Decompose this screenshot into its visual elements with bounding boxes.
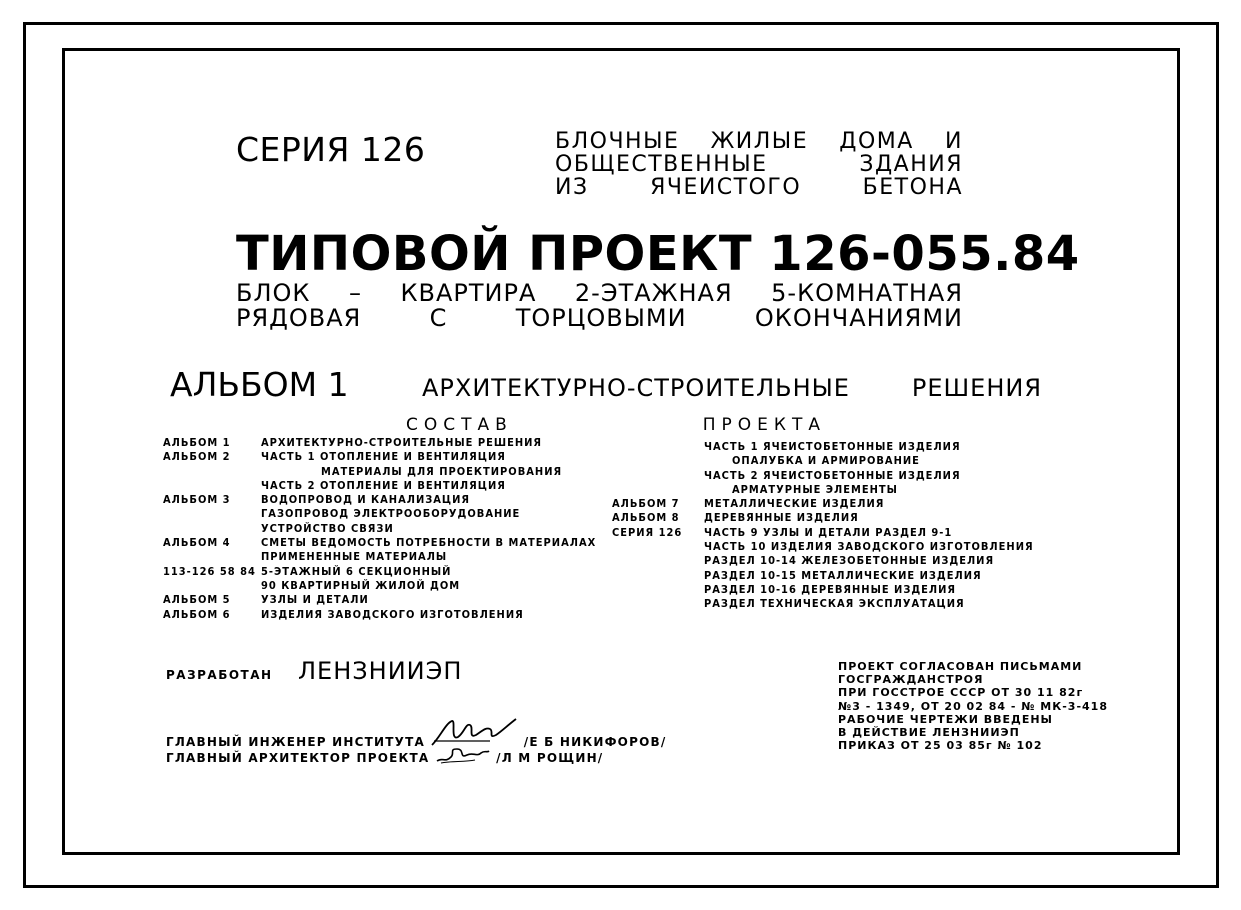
list-item-label xyxy=(612,540,704,554)
chief-architect-label: ГЛАВНЫЙ АРХИТЕКТОР ПРОЕКТА xyxy=(166,751,430,765)
list-item xyxy=(163,579,603,593)
list-item-label xyxy=(612,554,704,568)
list-item-text: МАТЕРИАЛЫ ДЛЯ ПРОЕКТИРОВАНИЯ xyxy=(321,464,563,478)
chief-engineer-name: /Е Б НИКИФОРОВ/ xyxy=(523,735,667,749)
list-item-text: ВОДОПРОВОД И КАНАЛИЗАЦИЯ xyxy=(261,493,471,507)
list-item-label: АЛЬБОМ 6 xyxy=(163,607,231,621)
list-item-text: 90 КВАРТИРНЫЙ ЖИЛОЙ ДОМ xyxy=(261,578,461,592)
series-subtitle-line: БЛОЧНЫЕ ЖИЛЫЕ ДОМА И xyxy=(555,129,963,154)
list-item-label: СЕРИЯ 126 xyxy=(612,525,683,539)
approval-line: В ДЕЙСТВИЕ ЛЕНЗНИИЭП xyxy=(838,726,1020,740)
list-item-label xyxy=(612,454,704,468)
approval-line: ПРИ ГОССТРОЕ СССР ОТ 30 11 82г xyxy=(838,686,1084,700)
list-item-label: АЛЬБОМ 2 xyxy=(163,450,231,464)
approval-line: ПРИКАЗ ОТ 25 03 85г № 102 xyxy=(838,739,1043,753)
list-item-label xyxy=(163,507,261,521)
list-item-text: УСТРОЙСТВО СВЯЗИ xyxy=(261,521,394,535)
list-item-text: РАЗДЕЛ ТЕХНИЧЕСКАЯ ЭКСПЛУАТАЦИЯ xyxy=(704,597,965,611)
list-item xyxy=(612,597,1082,611)
list-item xyxy=(163,479,603,493)
approval-line: ГОСГРАЖДАНСТРОЯ xyxy=(838,673,984,687)
list-item xyxy=(163,608,603,622)
list-item xyxy=(163,507,603,521)
list-item xyxy=(163,436,603,450)
list-item xyxy=(163,593,603,607)
list-item-text: ЧАСТЬ 1 ОТОПЛЕНИЕ И ВЕНТИЛЯЦИЯ xyxy=(261,450,506,464)
project-subtitle xyxy=(236,281,963,331)
list-item xyxy=(612,569,1082,583)
approval-line: ПРОЕКТ СОГЛАСОВАН ПИСЬМАМИ xyxy=(838,660,1083,673)
list-item-label xyxy=(163,579,261,593)
list-item-text: ЧАСТЬ 2 ОТОПЛЕНИЕ И ВЕНТИЛЯЦИЯ xyxy=(261,478,506,492)
list-item-text: УЗЛЫ И ДЕТАЛИ xyxy=(261,593,369,607)
list-item xyxy=(612,511,1082,525)
list-item-label: 113-126 58 84 xyxy=(163,564,256,578)
list-item-text: ЧАСТЬ 10 ИЗДЕЛИЯ ЗАВОДСКОГО ИЗГОТОВЛЕНИЯ xyxy=(704,540,1034,554)
list-item xyxy=(612,497,1082,511)
list-item-label: АЛЬБОМ 5 xyxy=(163,593,231,607)
album-description: АРХИТЕКТУРНО-СТРОИТЕЛЬНЫЕ РЕШЕНИЯ xyxy=(422,374,1042,402)
list-item xyxy=(163,465,603,479)
list-item xyxy=(163,493,603,507)
list-item xyxy=(612,440,1082,454)
list-item-label xyxy=(612,469,704,483)
list-item-label: АЛЬБОМ 3 xyxy=(163,493,231,507)
chief-engineer-label: ГЛАВНЫЙ ИНЖЕНЕР ИНСТИТУТА xyxy=(166,735,425,749)
list-item-text: ДЕРЕВЯННЫЕ ИЗДЕЛИЯ xyxy=(704,511,859,525)
list-item xyxy=(612,469,1082,483)
list-item-text: РАЗДЕЛ 10-16 ДЕРЕВЯННЫЕ ИЗДЕЛИЯ xyxy=(704,582,957,596)
list-item-label: АЛЬБОМ 4 xyxy=(163,536,231,550)
list-item-text: МЕТАЛЛИЧЕСКИЕ ИЗДЕЛИЯ xyxy=(704,497,885,511)
list-item-label xyxy=(163,522,261,536)
approval-line: №3 - 1349, ОТ 20 02 84 - № МК-3-418 xyxy=(838,699,1108,713)
composition-heading: СОСТАВ ПРОЕКТА xyxy=(406,415,826,435)
approval-line: РАБОЧИЕ ЧЕРТЕЖИ ВВЕДЕНЫ xyxy=(838,712,1053,726)
list-item-text: РАЗДЕЛ 10-15 МЕТАЛЛИЧЕСКИЕ ИЗДЕЛИЯ xyxy=(704,568,982,582)
project-subtitle-line: РЯДОВАЯ С ТОРЦОВЫМИ ОКОНЧАНИЯМИ xyxy=(236,304,963,332)
list-item xyxy=(612,583,1082,597)
list-item-text: ЧАСТЬ 2 ЯЧЕИСТОБЕТОННЫЕ ИЗДЕЛИЯ xyxy=(704,468,961,482)
list-item xyxy=(163,536,603,550)
developer-org: ЛЕНЗНИИЭП xyxy=(298,657,463,685)
list-item-text: АРХИТЕКТУРНО-СТРОИТЕЛЬНЫЕ РЕШЕНИЯ xyxy=(261,436,543,449)
list-item-text: 5-ЭТАЖНЫЙ 6 СЕКЦИОННЫЙ xyxy=(261,564,452,578)
project-title: ТИПОВОЙ ПРОЕКТ 126-055.84 xyxy=(236,226,1080,282)
list-item-label xyxy=(163,465,261,479)
series-subtitle-line: ИЗ ЯЧЕИСТОГО БЕТОНА xyxy=(555,175,963,200)
developer-label: РАЗРАБОТАН xyxy=(166,668,273,682)
chief-architect-line xyxy=(166,743,603,765)
series-subtitle xyxy=(555,130,963,199)
list-item-label: АЛЬБОМ 1 xyxy=(163,436,231,449)
list-item-text: ГАЗОПРОВОД ЭЛЕКТРООБОРУДОВАНИЕ xyxy=(261,507,521,521)
composition-list-left xyxy=(163,436,603,622)
list-item xyxy=(163,522,603,536)
list-item-text: РАЗДЕЛ 10-14 ЖЕЛЕЗОБЕТОННЫЕ ИЗДЕЛИЯ xyxy=(704,554,995,568)
list-item-label xyxy=(612,569,704,583)
album-title: АЛЬБОМ 1 xyxy=(170,365,349,404)
list-item-text: ИЗДЕЛИЯ ЗАВОДСКОГО ИЗГОТОВЛЕНИЯ xyxy=(261,607,524,621)
project-subtitle-line: БЛОК – КВАРТИРА 2-ЭТАЖНАЯ 5-КОМНАТНАЯ xyxy=(236,279,963,307)
list-item-text: ЧАСТЬ 9 УЗЛЫ И ДЕТАЛИ РАЗДЕЛ 9-1 xyxy=(704,525,953,539)
approval-note xyxy=(838,660,1108,752)
list-item xyxy=(612,554,1082,568)
list-item-label xyxy=(612,483,704,497)
series-subtitle-line: ОБЩЕСТВЕННЫЕ ЗДАНИЯ xyxy=(555,152,963,177)
list-item-label xyxy=(612,583,704,597)
list-item xyxy=(163,565,603,579)
series-label: СЕРИЯ 126 xyxy=(236,130,426,169)
list-item xyxy=(612,454,1082,468)
list-item-label: АЛЬБОМ 7 xyxy=(612,497,680,511)
list-item-label: АЛЬБОМ 8 xyxy=(612,511,680,525)
list-item-text: ПРИМЕНЕННЫЕ МАТЕРИАЛЫ xyxy=(261,550,448,564)
list-item-text: СМЕТЫ ВЕДОМОСТЬ ПОТРЕБНОСТИ В МАТЕРИАЛАХ xyxy=(261,536,597,550)
list-item xyxy=(612,540,1082,554)
list-item-label xyxy=(612,597,704,611)
list-item-label xyxy=(163,550,261,564)
list-item-text: АРМАТУРНЫЕ ЭЛЕМЕНТЫ xyxy=(732,482,898,496)
list-item xyxy=(163,450,603,464)
list-item xyxy=(612,526,1082,540)
list-item-text: ЧАСТЬ 1 ЯЧЕИСТОБЕТОННЫЕ ИЗДЕЛИЯ xyxy=(704,440,961,453)
signature-icon xyxy=(435,743,491,765)
list-item-label xyxy=(612,440,704,454)
list-item xyxy=(612,483,1082,497)
list-item-text: ОПАЛУБКА И АРМИРОВАНИЕ xyxy=(732,454,920,468)
list-item xyxy=(163,550,603,564)
chief-architect-name: /Л М РОЩИН/ xyxy=(496,751,604,765)
composition-list-right xyxy=(612,440,1082,612)
list-item-label xyxy=(163,479,261,493)
